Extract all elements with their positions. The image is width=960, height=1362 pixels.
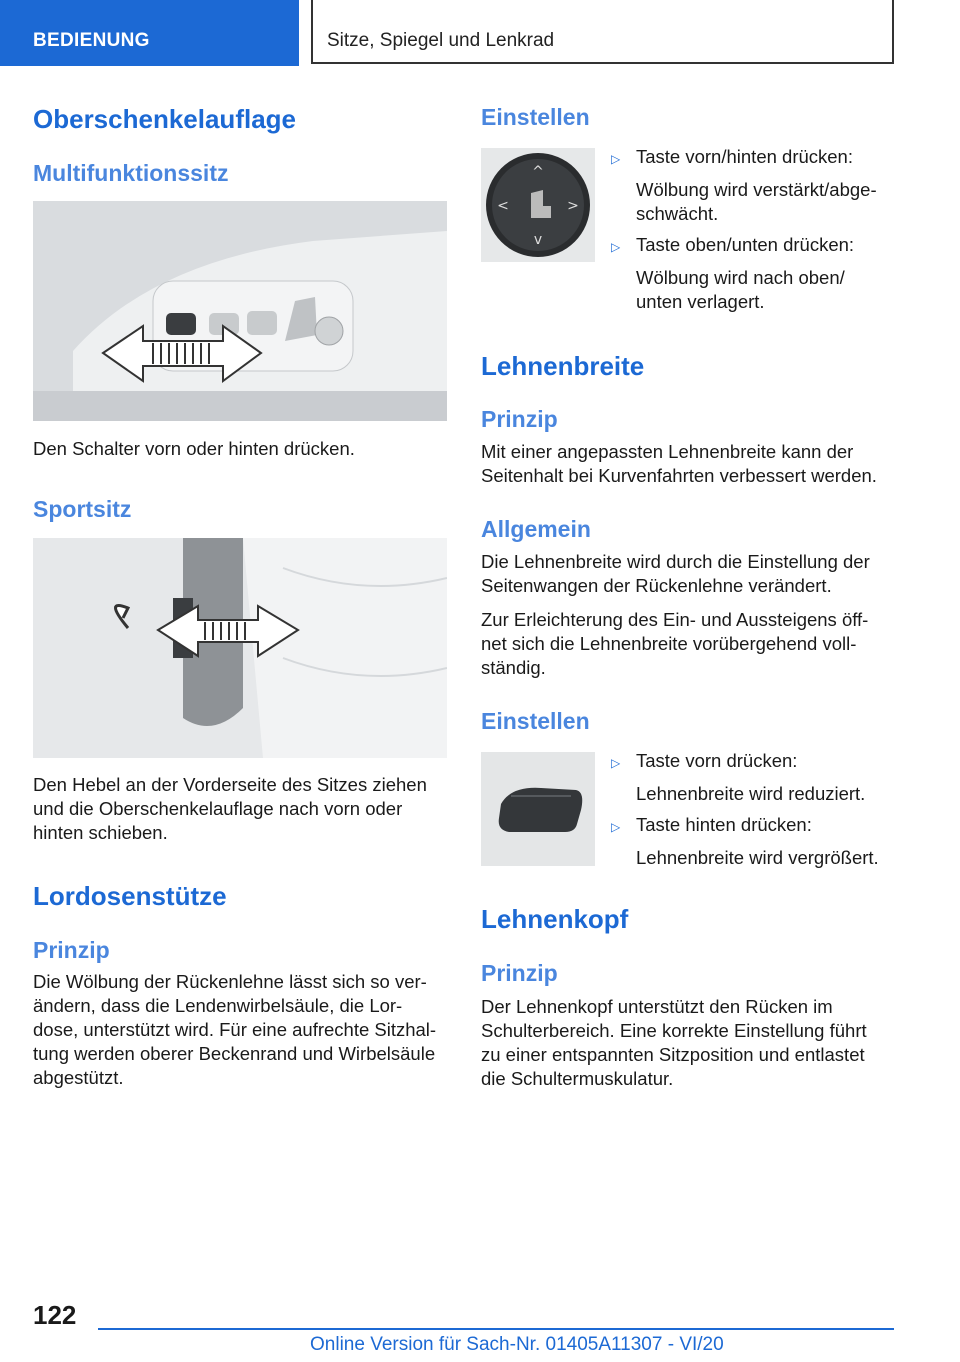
footer-divider [98,1328,894,1330]
svg-text:>: > [567,198,579,214]
text-lehnenkopf-line1: Der Lehnenkopf unterstützt den Rücken im [481,996,833,1017]
svg-text:^: ^ [532,164,544,180]
heading-lordosenstuetze: Lordosenstütze [33,881,227,911]
text-allgemein-line3: Zur Erleichterung des Ein- und Aussteigens öff‐ [481,609,869,630]
text-lordose-line5: abgestützt. [33,1067,124,1088]
text-sportsitz-line3: hinten schieben. [33,822,168,843]
svg-text:v: v [533,232,543,248]
text-sportsitz-line2: und die Oberschenkelauflage nach vorn oder [33,798,403,819]
chapter-title: Sitze, Spiegel und Lenkrad [327,30,555,51]
heading-allgemein: Allgemein [481,516,591,542]
triangle-right-icon: ▷ [611,820,621,834]
bullet3-line2: Lehnenbreite wird reduziert. [636,783,866,804]
text-lordose-line2: ändern, dass die Lendenwirbelsäule, die Lor‐ [33,995,403,1016]
heading-lehnenkopf: Lehnenkopf [481,904,629,934]
heading-lehnenbreite: Lehnenbreite [481,351,645,381]
bullet1-line2: Wölbung wird verstärkt/abge‐ [636,179,877,200]
text-lehnenbreite-line2: Seitenhalt bei Kurvenfahrten verbessert werden. [481,465,877,486]
text-lehnenkopf-line2: Schulterbereich. Eine korrekte Einstellung führt [481,1020,867,1041]
text-lordose-line1: Die Wölbung der Rückenlehne lässt sich so ver‐ [33,971,427,992]
svg-text:<: < [497,198,509,214]
section-title: BEDIENUNG [33,30,150,51]
text-multifunktionssitz: Den Schalter vorn oder hinten drücken. [33,438,355,459]
text-sportsitz-line1: Den Hebel an der Vorderseite des Sitzes ziehen [33,774,427,795]
bullet2-line2: Wölbung wird nach oben/ [636,267,845,288]
text-lordose-line3: dose, unterstützt wird. Für eine aufrechte Sitzhal‐ [33,1019,437,1040]
heading-einstellen-2: Einstellen [481,708,590,734]
bullet2-line1: Taste oben/unten drücken: [636,234,855,255]
text-allgemein-line4: net sich die Lehnenbreite vorübergehend voll‐ [481,633,857,654]
bullet3-line1: Taste vorn drücken: [636,750,798,771]
image-sportsitz [33,538,447,758]
text-lordose-line4: tung werden oberer Beckenrand und Wirbelsäule [33,1043,436,1064]
image-multifunktionssitz [33,201,447,421]
image-lordose-button [481,148,595,262]
heading-einstellen: Einstellen [481,104,590,130]
page-number: 122 [33,1300,77,1330]
heading-oberschenkelauflage: Oberschenkelauflage [33,104,296,134]
heading-prinzip: Prinzip [33,937,110,963]
bullet1-line3: schwächt. [636,203,719,224]
triangle-right-icon: ▷ [611,240,621,254]
heading-multifunktionssitz: Multifunktionssitz [33,160,229,186]
bullet1-line1: Taste vorn/hinten drücken: [636,146,853,167]
triangle-right-icon: ▷ [611,152,621,166]
text-lehnenkopf-line4: die Schultermuskulatur. [481,1068,674,1089]
text-allgemein-line1: Die Lehnenbreite wird durch die Einstellung der [481,551,870,572]
text-allgemein-line5: ständig. [481,657,546,678]
text-lehnenbreite-line1: Mit einer angepassten Lehnenbreite kann der [481,441,854,462]
triangle-right-icon: ▷ [611,756,621,770]
image-lehnenbreite-button [481,752,595,866]
text-allgemein-line2: Seitenwangen der Rückenlehne verändert. [481,575,832,596]
heading-prinzip-2: Prinzip [481,406,558,432]
text-lehnenkopf-line3: zu einer entspannten Sitzposition und entlastet [481,1044,865,1065]
chapter-tab [311,0,894,64]
section-tab [0,0,299,66]
footer-version: Online Version für Sach-Nr. 01405A11307 - VI/20 [310,1334,724,1355]
bullet4-line2: Lehnenbreite wird vergrößert. [636,847,879,868]
bullet2-line3: unten verlagert. [636,291,765,312]
heading-sportsitz: Sportsitz [33,496,132,522]
bullet4-line1: Taste hinten drücken: [636,814,812,835]
heading-prinzip-3: Prinzip [481,960,558,986]
